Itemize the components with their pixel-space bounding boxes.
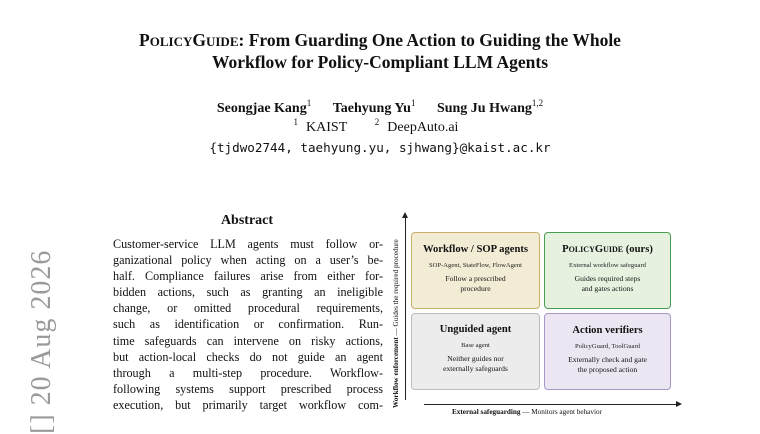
quadrant-systems: Base agent bbox=[461, 342, 490, 349]
title-smallcaps-g: G bbox=[192, 30, 206, 50]
y-axis-arrow bbox=[405, 216, 406, 400]
quadrant-description-line: procedure bbox=[460, 283, 491, 293]
quadrant-description-line: Externally check and gate bbox=[568, 355, 647, 364]
quadrant-description bbox=[412, 354, 539, 373]
title-line-1-rest: : From Guarding One Action to Guiding the Whole bbox=[238, 30, 621, 50]
figure-quadrant-diagram bbox=[392, 212, 682, 416]
abstract-line: half. Compliance failures arise from either for- bbox=[113, 269, 383, 284]
quadrant-description bbox=[545, 274, 670, 293]
title-line-2: Workflow for Policy-Compliant LLM Agents bbox=[211, 52, 549, 72]
quadrant-description-line: the proposed action bbox=[577, 364, 638, 374]
paper-title bbox=[60, 30, 700, 73]
affiliation bbox=[293, 117, 356, 135]
abstract-line: bidden actions, such as granting an ineligible bbox=[113, 285, 383, 300]
y-axis-label-bold: Workflow enforcement bbox=[392, 337, 400, 408]
affiliation-sup: 1 bbox=[293, 117, 299, 127]
quadrant-title bbox=[545, 244, 670, 255]
title-line-1 bbox=[60, 30, 700, 52]
affiliation-name: KAIST bbox=[306, 120, 348, 135]
quadrant-description-line: Guides required steps bbox=[574, 274, 641, 283]
abstract-line: through a multi-step procedure. Workflow- bbox=[113, 365, 383, 380]
abstract-line: execution, but primarily target workflow com- bbox=[113, 397, 383, 412]
title-smallcaps-p: P bbox=[139, 30, 150, 50]
quadrant-description-line: Neither guides nor bbox=[447, 354, 504, 363]
abstract-line: such as identification or confirmation. Run- bbox=[113, 317, 383, 332]
abstract-line: change, or omitted procedural requirements, bbox=[113, 301, 383, 316]
quadrant-title-g: G bbox=[594, 244, 604, 255]
quadrant-unguided-agent bbox=[411, 313, 540, 390]
quadrant-title-olicy: OLICY bbox=[568, 245, 595, 254]
affiliations bbox=[60, 117, 700, 136]
quadrant-title: Unguided agent bbox=[439, 324, 512, 335]
title-smallcaps-olicy: OLICY bbox=[149, 34, 193, 49]
abstract-line: but action-local checks do not guide an agent bbox=[113, 349, 383, 364]
x-axis-label-bold: External safeguarding bbox=[452, 408, 521, 416]
quadrant-workflow-sop-agents bbox=[411, 232, 540, 309]
x-axis-arrow bbox=[424, 404, 678, 405]
author bbox=[216, 98, 312, 116]
quadrant-title-p: P bbox=[562, 244, 569, 255]
abstract-line: following systems support prescribed process bbox=[113, 381, 383, 396]
title-smallcaps-uide: UIDE bbox=[205, 34, 239, 49]
quadrant-description bbox=[412, 274, 539, 293]
abstract-line: ganizational policy when acting on a user’s be- bbox=[113, 253, 383, 268]
abstract-line: Customer-service LLM agents must follow or- bbox=[113, 237, 383, 251]
author-emails: {tjdwo2744, taehyung.yu, sjhwang}@kaist.ac.kr bbox=[209, 140, 551, 155]
y-axis-label-rest: — Guides the required procedure bbox=[392, 239, 400, 338]
quadrant-systems: External workflow safeguard bbox=[569, 262, 646, 269]
arxiv-stamp-text: [] 20 Aug 2026 bbox=[26, 249, 57, 434]
author-affil-sup: 1 bbox=[410, 98, 416, 108]
abstract-heading: Abstract bbox=[220, 213, 274, 228]
arxiv-stamp bbox=[6, 244, 62, 434]
quadrant-systems: SOP-Agent, StateFlow, FlowAgent bbox=[429, 262, 522, 269]
author bbox=[332, 98, 416, 116]
author-affil-sup: 1,2 bbox=[531, 98, 544, 108]
abstract-body bbox=[113, 236, 383, 413]
quadrant-systems: PolicyGuard, ToolGuard bbox=[575, 343, 640, 350]
author-name: Sung Ju Hwang bbox=[436, 101, 532, 116]
quadrant-description-line: Follow a prescribed bbox=[445, 274, 506, 283]
quadrant-description-line: and gates actions bbox=[581, 283, 634, 293]
x-axis-label-rest: — Monitors agent behavior bbox=[520, 408, 602, 416]
abstract-line: time safeguards can intervene on risky actions, bbox=[113, 333, 383, 348]
quadrant-title: Workflow / SOP agents bbox=[422, 244, 529, 255]
author bbox=[436, 98, 544, 116]
affiliation bbox=[374, 117, 467, 135]
y-axis-label bbox=[392, 239, 400, 408]
author-name: Seongjae Kang bbox=[216, 101, 307, 116]
quadrant-policyguide-ours bbox=[544, 232, 671, 309]
affiliation-name: DeepAuto.ai bbox=[387, 120, 459, 135]
quadrant-description bbox=[545, 355, 670, 374]
quadrant-description-line: externally safeguards bbox=[443, 363, 508, 373]
quadrant-title-uide: UIDE bbox=[603, 245, 624, 254]
quadrant-title-suffix: (ours) bbox=[623, 244, 653, 255]
affiliation-sup: 2 bbox=[374, 117, 380, 127]
quadrant-action-verifiers bbox=[544, 313, 671, 390]
x-axis-label bbox=[452, 408, 602, 416]
author-name: Taehyung Yu bbox=[332, 101, 411, 116]
quadrant-title: Action verifiers bbox=[572, 325, 643, 336]
author-list bbox=[60, 98, 700, 117]
author-affil-sup: 1 bbox=[306, 98, 312, 108]
